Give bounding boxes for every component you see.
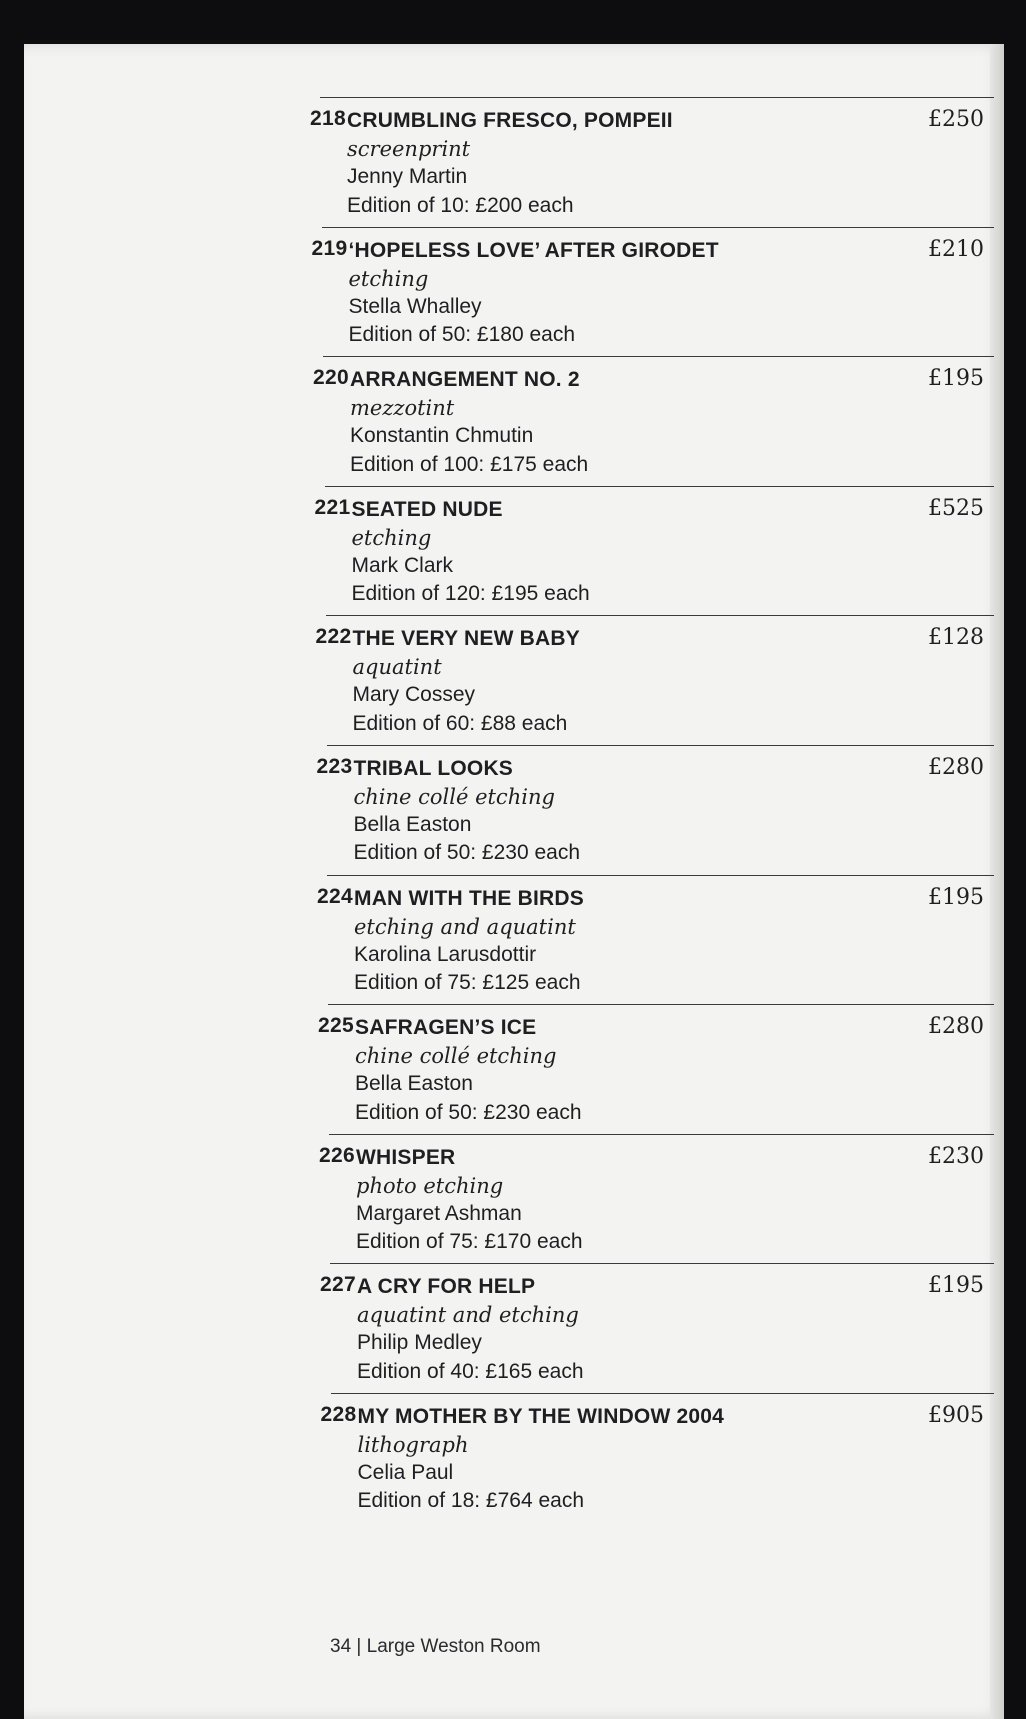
entry-details [350,366,994,479]
artwork-price: £195 [928,1273,984,1299]
edition-info: Edition of 60: £88 each [352,711,568,735]
artist-name: Stella Whalley [348,294,482,318]
entry-divider [327,745,995,746]
artist-name: Margaret Ashman [356,1201,522,1225]
artwork-price: £128 [928,625,984,651]
entry-divider [325,486,995,487]
catalogue-entry [24,745,994,875]
entry-details [352,496,995,609]
artwork-title: MAN WITH THE BIRDS [354,886,584,910]
artist-name: Jenny Martin [347,165,468,188]
artist-name: Bella Easton [355,1072,473,1096]
artwork-medium: chine collé etching [353,784,555,809]
artwork-medium: etching [351,525,432,550]
edition-info: Edition of 100: £175 each [350,452,589,476]
catalogue-entry [24,486,994,616]
artwork-medium: aquatint and etching [357,1303,579,1328]
catalogue-entry [24,356,994,486]
artwork-price: £195 [928,884,984,910]
page-footer [330,1636,541,1658]
entry-divider [323,356,994,357]
artwork-price: £525 [928,495,984,521]
artwork-price: £280 [928,1014,984,1040]
artwork-medium: chine collé etching [355,1044,557,1069]
artwork-price: £280 [928,754,984,780]
artist-name: Karolina Larusdottir [354,942,537,966]
artist-name: Celia Paul [357,1460,454,1484]
catalogue-list [24,97,994,1523]
catalogue-entry [24,875,994,1005]
entry-divider [322,227,995,228]
lot-number: 225 [318,1014,354,1038]
edition-info: Edition of 18: £764 each [357,1489,585,1513]
artist-name: Bella Easton [353,812,472,836]
lot-number: 227 [320,1273,356,1297]
artist-name: Philip Medley [357,1331,482,1355]
lot-number: 228 [320,1402,357,1426]
artwork-medium: lithograph [357,1432,469,1457]
artwork-price: £230 [928,1143,984,1169]
artwork-title: THE VERY NEW BABY [352,627,580,651]
artwork-price: £905 [928,1402,984,1428]
entry-divider [330,1263,994,1264]
artwork-title: ‘HOPELESS LOVE’ AFTER GIRODET [348,238,719,262]
entry-details [349,237,995,350]
lot-number: 222 [315,625,352,649]
artwork-title: MY MOTHER BY THE WINDOW 2004 [357,1404,725,1428]
artwork-medium: photo etching [356,1173,504,1198]
artwork-title: TRIBAL LOOKS [353,756,514,780]
catalogue-entry [24,1134,994,1264]
entry-details [353,625,995,738]
catalogue-entry [24,1004,994,1134]
entry-divider [320,97,994,98]
catalogue-page [24,44,1004,1719]
entry-details [347,107,994,220]
artwork-medium: aquatint [352,655,442,680]
edition-info: Edition of 75: £170 each [356,1230,583,1254]
artwork-title: A CRY FOR HELP [357,1275,536,1299]
lot-number: 219 [311,236,348,260]
page-number: 34 [330,1636,352,1657]
artwork-title: CRUMBLING FRESCO, POMPEII [347,109,673,132]
lot-number: 220 [313,366,349,390]
artwork-title: SAFRAGEN’S ICE [355,1016,537,1040]
lot-number: 226 [319,1143,355,1167]
artwork-price: £210 [928,236,984,262]
entry-divider [331,1393,995,1394]
catalogue-entry [24,1393,994,1523]
edition-info: Edition of 75: £125 each [354,971,581,995]
artist-name: Mary Cossey [352,683,476,707]
lot-number: 224 [317,884,353,908]
artwork-title: WHISPER [356,1145,456,1169]
entry-details [354,885,994,998]
entry-details [357,1273,994,1386]
edition-info: Edition of 120: £195 each [351,582,590,606]
catalogue-entry [24,615,994,745]
artwork-medium: mezzotint [350,396,455,421]
artwork-title: ARRANGEMENT NO. 2 [350,368,580,392]
artwork-medium: etching and aquatint [354,914,576,939]
entry-divider [327,875,994,876]
catalogue-entry [24,1263,994,1393]
artwork-medium: screenprint [347,137,471,161]
lot-number: 223 [316,754,353,778]
entry-divider [328,1004,994,1005]
artwork-medium: etching [348,266,429,291]
artwork-title: SEATED NUDE [351,497,503,521]
artwork-price: £250 [928,107,984,132]
edition-info: Edition of 40: £165 each [357,1359,584,1383]
entry-divider [326,615,995,616]
edition-info: Edition of 50: £230 each [353,841,581,865]
lot-number: 218 [310,107,346,130]
entry-details [358,1403,995,1516]
edition-info: Edition of 50: £230 each [355,1100,582,1124]
entry-details [356,1144,994,1257]
entry-details [355,1014,994,1127]
artist-name: Mark Clark [351,553,454,577]
catalogue-entry [24,227,994,357]
artwork-price: £195 [928,366,984,392]
artist-name: Konstantin Chmutin [350,424,534,448]
catalogue-entry [24,97,994,227]
edition-info: Edition of 10: £200 each [347,193,574,217]
room-name: Large Weston Room [366,1636,541,1657]
edition-info: Edition of 50: £180 each [348,323,576,347]
entry-divider [329,1134,994,1135]
lot-number: 221 [314,495,351,519]
footer-separator: | [356,1636,362,1657]
entry-details [354,755,995,868]
